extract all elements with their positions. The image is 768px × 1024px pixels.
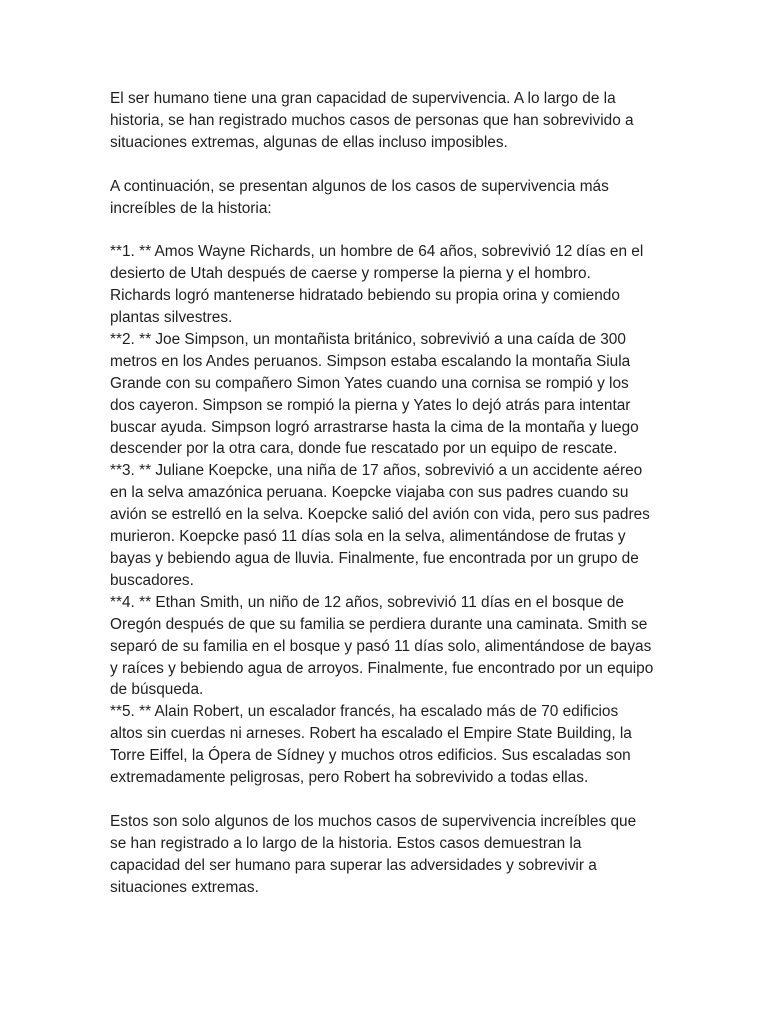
lead-paragraph <box>110 176 670 220</box>
text-line: situaciones extremas, algunas de ellas incluso imposibles. <box>110 133 508 151</box>
text-line: **2. ** Joe Simpson, un montañista británico, sobrevivió a una caída de 300 <box>110 330 626 348</box>
paragraph-spacer <box>110 789 670 811</box>
case-item-1 <box>110 241 670 329</box>
text-line: capacidad del ser humano para superar las adversidades y sobrevivir a <box>110 856 597 874</box>
text-line: Torre Eiffel, la Ópera de Sídney y muchos otros edificios. Sus escaladas son <box>110 747 631 765</box>
text-line: extremadamente peligrosas, pero Robert ha sobrevivido a todas ellas. <box>110 769 589 787</box>
text-line: bayas y bebiendo agua de lluvia. Finalmente, fue encontrada por un grupo de <box>110 550 639 567</box>
text-line: en la selva amazónica peruana. Koepcke viajaba con sus padres cuando su <box>110 484 629 502</box>
text-line: **1. ** Amos Wayne Richards, un hombre de 64 años, sobrevivió 12 días en el <box>110 243 644 261</box>
paragraph-spacer <box>110 154 670 176</box>
text-line: Richards logró mantenerse hidratado bebiendo su propia orina y comiendo <box>110 287 620 305</box>
text-line: Estos son solo algunos de los muchos casos de supervivencia increíbles que <box>110 812 637 830</box>
text-line: altos sin cuerdas ni arneses. Robert ha escalado el Empire State Building, la <box>110 725 632 743</box>
paragraph-spacer <box>110 219 670 241</box>
case-item-5 <box>110 701 670 789</box>
text-line: **5. ** Alain Robert, un escalador francés, ha escalado más de 70 edificios <box>110 703 619 721</box>
text-line: descender por la otra cara, donde fue rescatado por un equipo de rescate. <box>110 440 618 458</box>
document-page <box>110 88 670 898</box>
text-line: El ser humano tiene una gran capacidad de supervivencia. A lo largo de la <box>110 90 616 107</box>
text-line: avión se estrelló en la selva. Koepcke salió del avión con vida, pero sus padres <box>110 506 650 524</box>
text-line: dos cayeron. Simpson se rompió la pierna y Yates lo dejó atrás para intentar <box>110 396 631 414</box>
text-line: plantas silvestres. <box>110 309 233 327</box>
text-line: buscadores. <box>110 571 194 589</box>
case-item-2 <box>110 329 670 460</box>
text-line: **3. ** Juliane Koepcke, una niña de 17 años, sobrevivió a un accidente aéreo <box>110 462 643 480</box>
text-line: Oregón después de que su familia se perdiera durante una caminata. Smith se <box>110 615 648 633</box>
text-line: **4. ** Ethan Smith, un niño de 12 años, sobrevivió 11 días en el bosque de <box>110 593 624 611</box>
case-item-3 <box>110 460 670 591</box>
text-line: separó de su familia en el bosque y pasó 11 días solo, alimentándose de bayas <box>110 637 652 655</box>
text-line: buscar ayuda. Simpson logró arrastrarse hasta la cima de la montaña y luego <box>110 418 639 436</box>
text-line: desierto de Utah después de caerse y romperse la pierna y el hombro. <box>110 265 591 283</box>
text-line: Grande con su compañero Simon Yates cuando una cornisa se rompió y los <box>110 374 629 392</box>
text-line: murieron. Koepcke pasó 11 días sola en la selva, alimentándose de frutas y <box>110 528 626 546</box>
intro-paragraph <box>110 88 670 154</box>
text-line: y raíces y bebiendo agua de arroyos. Finalmente, fue encontrado por un equipo <box>110 659 654 677</box>
conclusion-paragraph <box>110 811 670 899</box>
text-line: situaciones extremas. <box>110 878 259 896</box>
text-line: A continuación, se presentan algunos de los casos de supervivencia más <box>110 177 609 195</box>
text-line: metros en los Andes peruanos. Simpson estaba escalando la montaña Siula <box>110 352 631 370</box>
text-line: increíbles de la historia: <box>110 199 272 217</box>
case-item-4 <box>110 592 670 702</box>
text-line: historia, se han registrado muchos casos de personas que han sobrevivido a <box>110 111 634 129</box>
text-line: se han registrado a lo largo de la historia. Estos casos demuestran la <box>110 834 582 852</box>
text-line: de búsqueda. <box>110 681 204 699</box>
